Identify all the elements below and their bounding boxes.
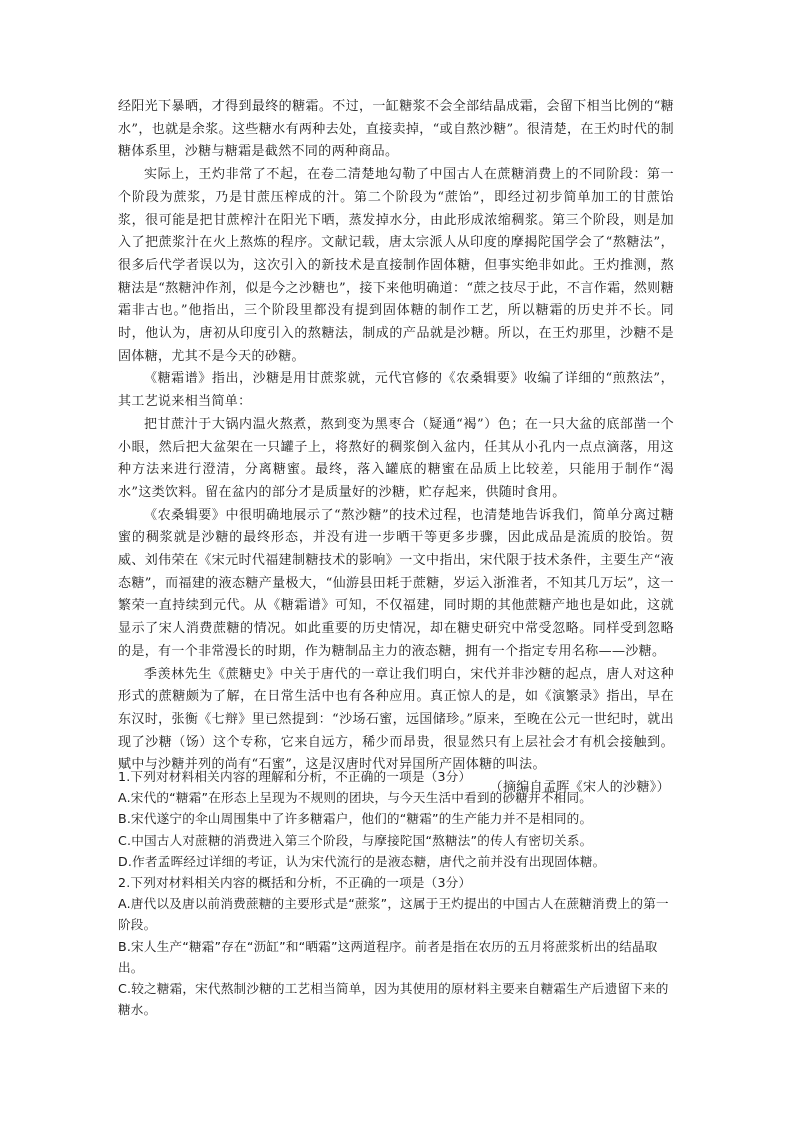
passage-paragraph: 《农桑辑要》中很明确地展示了“熬沙糖”的技术过程，也清楚地告诉我们，简单分离过糖蜜的稠浆就是沙糖的最终形态，并没有进一步晒干等更多步骤，因此成品是流质的胶饴。贺威、刘伟荣在《宋元时代福建制糖技术的影响》一文中指出，宋代限于技术条件，主要生产“液态糖”，而福建的液态糖产量极大，“仙游县田耗于蔗糖，岁运入浙淮者，不知其几万坛”，这一繁荣一直持续到元代。从《糖霜谱》可知，不仅福建，同时期的其他蔗糖产地也是如此，这就显示了宋人消费蔗糖的情况。如此重要的历史情况，却在糖史研究中常受忽略。同样受到忽略的是，有一个非常漫长的时期，作为糖制品主力的液态糖，拥有一个指定专用名称——沙糖。 [118, 507, 674, 659]
question-stem: 2.下列对材料相关内容的概括和分析，不正确的一项是（3分） [118, 875, 472, 891]
passage-paragraph: 经阳光下暴晒，才得到最终的糖霜。不过，一缸糖浆不会全部结晶成霜，会留下相当比例的“糖水”，也就是余浆。这些糖水有两种去处，直接卖掉，“或自熬沙糖”。很清楚，在王灼时代的制糖体系里，沙糖与糖霜是截然不同的两种商品。 [118, 99, 674, 160]
passage-paragraph: 实际上，王灼非常了不起，在卷二清楚地勾勒了中国古人在蔗糖消费上的不同阶段：第一个阶段为蔗浆，乃是甘蔗压榨成的汁。第二个阶段为“蔗饴”，即经过初步简单加工的甘蔗饴浆，很可能是把甘蔗榨汁在阳光下晒，蒸发掉水分，由此形成浓缩稠浆。第三个阶段，则是加入了把蔗浆汁在火上熬炼的程序。文献记载，唐太宗派人从印度的摩揭陀国学会了“熬糖法”，很多后代学者误以为，这次引入的新技术是直接制作固体糖，但事实绝非如此。王灼推测，熬糖法是“熬糖沖作剂，似是今之沙糖也”，接下来他明确道：“蔗之技尽于此，不言作霜，然则糖霜非古也。”他指出，三个阶段里都没有提到固体糖的制作工艺，所以糖霜的历史并不长。同时，他认为，唐初从印度引入的熬糖法，制成的产品就是沙糖。所以，在王灼那里，沙糖不是固体糖，尤其不是今天的砂糖。 [118, 167, 674, 364]
passage-paragraph: 《糖霜谱》指出，沙糖是用甘蔗浆就，元代官修的《农桑辑要》收编了详细的“煎熬法”，其工艺说来相当简单： [118, 371, 674, 410]
answer-option: D.作者孟晖经过详细的考证，认为宋代流行的是液态糖，唐代之前并没有出现固体糖。 [118, 853, 606, 869]
passage-quote-paragraph: 把甘蔗汁于大锅内温火熬煮，熬到变为黑枣合（疑通“褐”）色；在一只大盆的底部凿一个小眼，然后把大盆架在一只罐子上，将熬好的稠浆倒入盆内，任其从小孔内一点点滴落，用这种方法来进行澄清，分离糖蜜。最终，落入罐底的糖蜜在品质上比较差，只能用于制作“渴水”这类饮料。留在盆内的部分才是质量好的沙糖，贮存起来，供随时食用。 [118, 416, 674, 500]
answer-option: A.宋代的“糖霜”在形态上呈现为不规则的团块，与今天生活中看到的砂糖并不相同。 [118, 790, 593, 806]
question-block [118, 766, 674, 1020]
passage-source: （摘编自孟晖《宋人的沙糖》） [489, 780, 670, 796]
answer-option: B.宋人生产“糖霜”存在“沥缸”和“晒霜”这两道程序。前者是指在农历的五月将蔗浆析出的结晶取出。 [118, 938, 658, 975]
answer-option: B.宋代遂宁的伞山周围集中了许多糖霜户，他们的“糖霜”的生产能力并不是相同的。 [118, 811, 593, 827]
answer-option: C.较之糖霜，宋代熬制沙糖的工艺相当简单，因为其使用的原材料主要来自糖霜生产后遗留下来的糖水。 [118, 981, 669, 1018]
answer-option: A.唐代以及唐以前消费蔗糖的主要形式是“蔗浆”，这属于王灼提出的中国古人在蔗糖消费上的第一阶段。 [118, 896, 669, 933]
question-stem: 1.下列对材料相关内容的理解和分析，不正确的一项是（3分） [118, 769, 472, 784]
reading-passage [118, 96, 674, 800]
passage-paragraph: 季羡林先生《蔗糖史》中关于唐代的一章让我们明白，宋代并非沙糖的起点，唐人对这种形式的蔗糖颇为了解，在日常生活中也有各种应用。真正惊人的是，如《演繁录》指出，早在东汉时，张衡《七辩》里已然提到：“沙场石蜜，远国储珍。”原来，至晚在公元一世纪时，就出现了沙糖（饧）这个专称，它来自远方，稀少而昂贵，很显然只有上层社会才有机会接触到。赋中与沙糖并列的尚有“石蜜”，这是汉唐时代对异国所产固体糖的叫法。 [118, 666, 674, 773]
answer-option: C.中国古人对蔗糖的消费进入第三个阶段，与摩接陀国“熬糖法”的传人有密切关系。 [118, 832, 593, 848]
